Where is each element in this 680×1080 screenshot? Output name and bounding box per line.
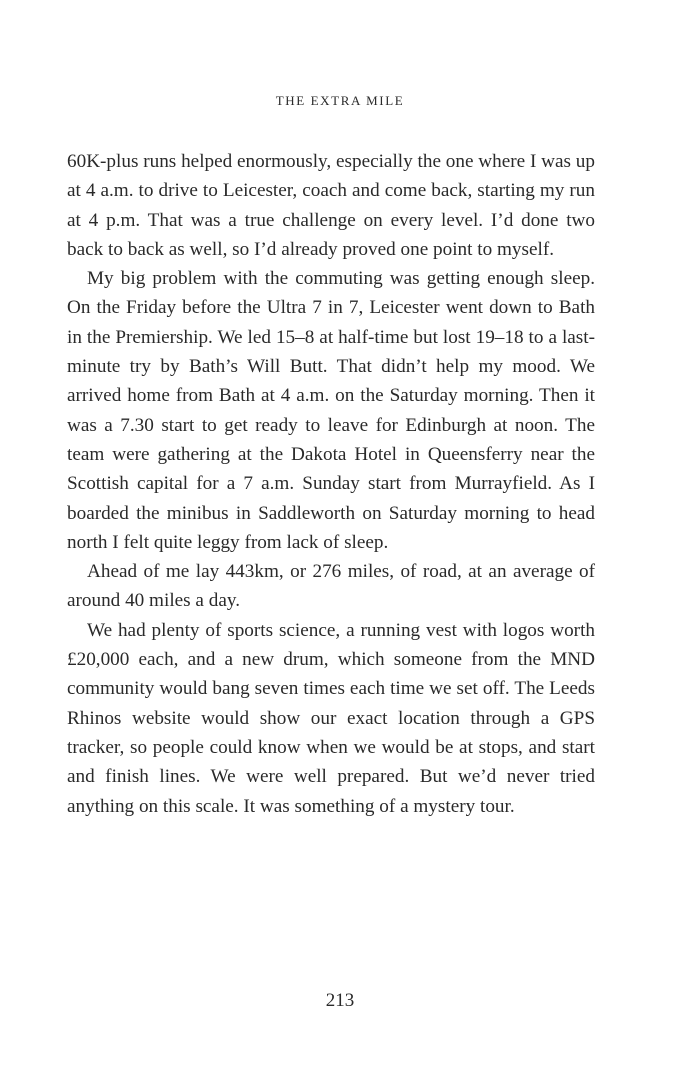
paragraph: Ahead of me lay 443km, or 276 miles, of road, at an average of around 40 miles a day. (67, 561, 595, 612)
paragraph: 60K-plus runs helped enormously, especially the one where I was up at 4 a.m. to drive to Leicester, coach and come back, starting my run at 4 p.m. That was a true challenge on every level. I’d done two back to back as well, so I’d already proved one point to myself. (67, 151, 595, 260)
page-number: 213 (325, 990, 355, 1011)
running-head: THE EXTRA MILE (275, 93, 405, 108)
paragraph: My big problem with the commuting was getting enough sleep. On the Friday before the Ultra 7 in 7, Leicester went down to Bath in the Premiership. We led 15–8 at half-time but lost 19–18 to a last-minute try by Bath’s Will Butt. That didn’t help my mood. We arrived home from Bath at 4 a.m. on the Saturday morning. Then it was a 7.30 start to get ready to leave for Edinburgh at noon. The team were gathering at the Dakota Hotel in Queensferry near the Scottish capital for a 7 a.m. Sunday start from Murrayfield. As I boarded the minibus in Saddleworth on Saturday morning to head north I felt quite leggy from lack of sleep. (67, 268, 595, 553)
body-text (67, 147, 595, 821)
paragraph: We had plenty of sports science, a running vest with logos worth £20,000 each, and a new drum, which someone from the MND community would bang seven times each time we set off. The Leeds Rhinos website would show our exact location through a GPS tracker, so people could know when we would be at stops, and start and finish lines. We were well prepared. But we’d never tried anything on this scale. It was something of a mystery tour. (67, 619, 595, 817)
